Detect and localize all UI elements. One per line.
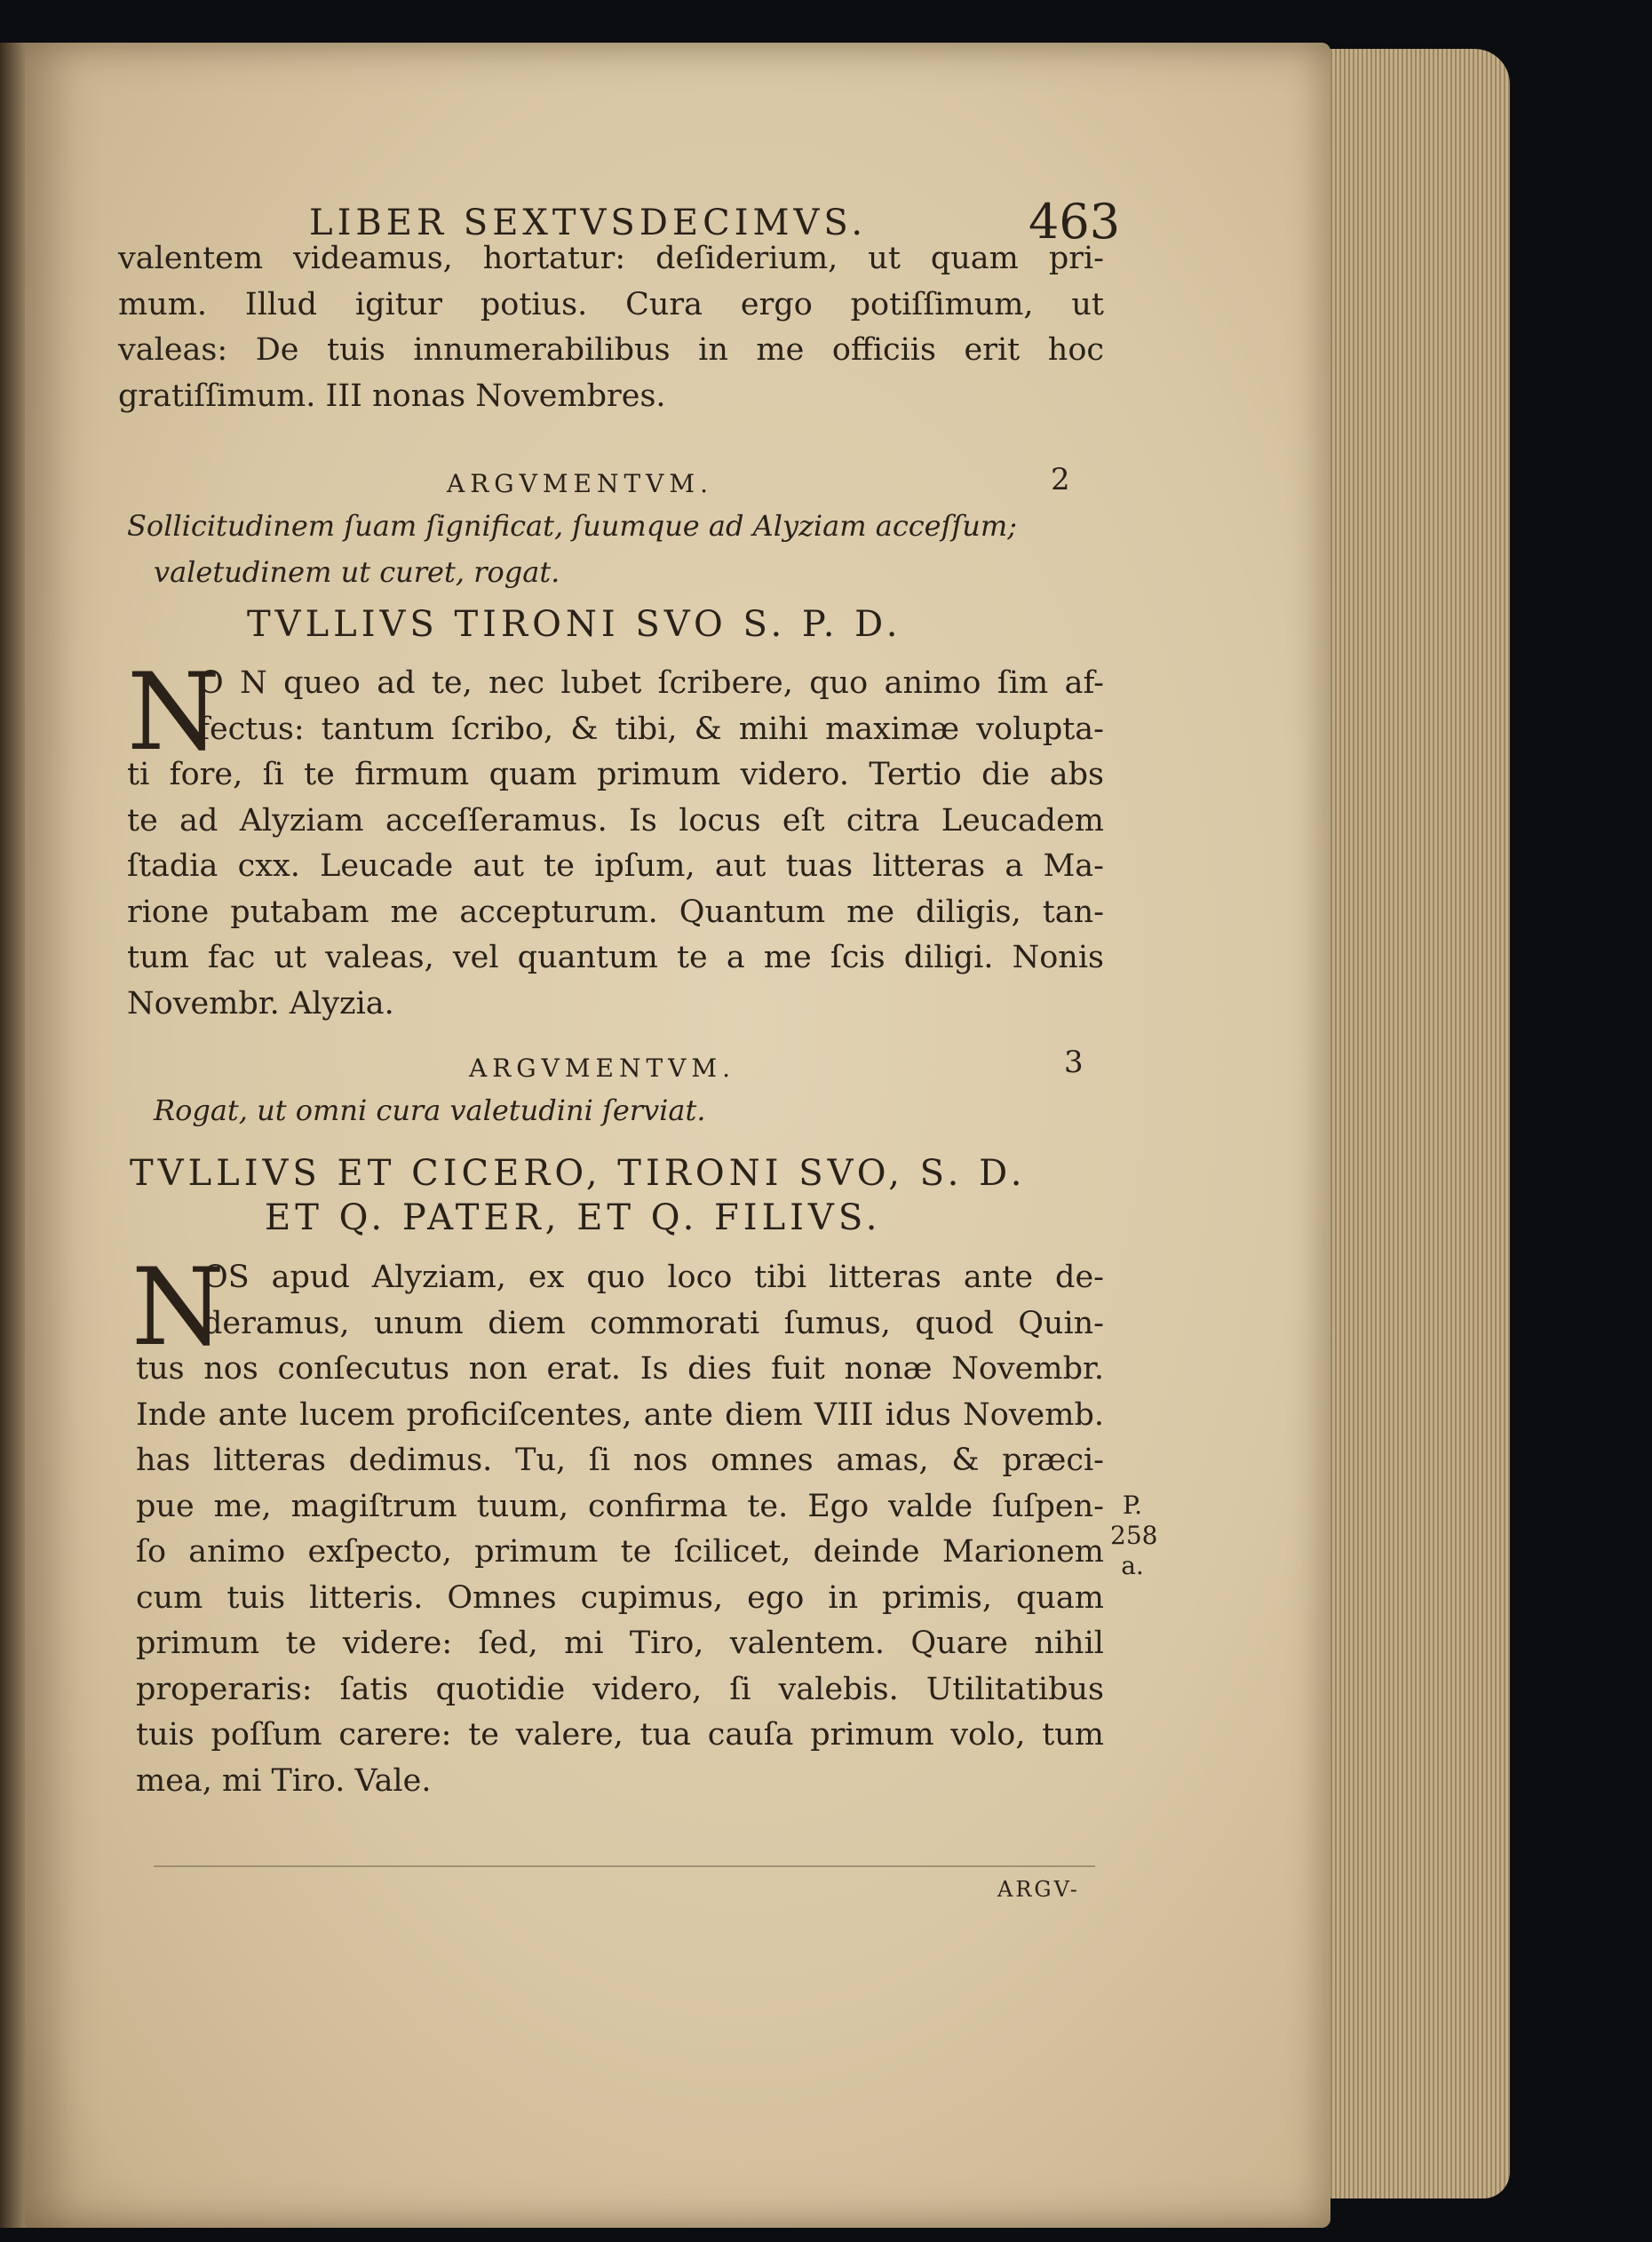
bottom-rule — [154, 1865, 1095, 1867]
letter1-text — [118, 236, 1104, 419]
text-line: deramus, unum diem commorati ſumus, quod Quin- — [203, 1305, 1104, 1341]
page-block-edge — [1306, 49, 1510, 2198]
margin-reference-line: 258 — [1110, 1521, 1158, 1550]
running-head: LIBER SEXTVSDECIMVS. — [309, 203, 868, 243]
text-line: pue me, magiſtrum tuum, confirma te. Ego valde ſuſpen- — [136, 1488, 1104, 1524]
text-line: tus nos conſecutus non erat. Is dies fuit nonæ Novembr. — [136, 1351, 1104, 1387]
letter3-text — [203, 1255, 1104, 1347]
text-line: ſtadia cxx. Leucade aut te ipſum, aut tuas litteras a Ma- — [127, 848, 1104, 884]
salutation-line-1: TVLLIVS ET CICERO, TIRONI SVO, S. D. — [130, 1153, 1027, 1194]
letter2-text-continued — [127, 752, 1104, 1027]
text-line: ti fore, ſi te firmum quam primum videro. Tertio die abs — [127, 757, 1104, 792]
text-line: has litteras dedimus. Tu, ſi nos omnes amas, & præci- — [136, 1443, 1104, 1478]
letter2-text — [198, 661, 1104, 752]
text-line: primum te videre: ſed, mi Tiro, valentem. Quare nihil — [136, 1626, 1104, 1661]
text-line: OS apud Alyziam, ex quo loco tibi litteras ante de- — [203, 1260, 1104, 1295]
margin-reference-line: P. — [1122, 1491, 1143, 1520]
argument-heading: ARGVMENTVM. — [447, 469, 713, 498]
letter-number: 2 — [1051, 462, 1070, 497]
text-line: tuis poſſum carere: te valere, tua cauſa primum volo, tum — [136, 1717, 1104, 1753]
drop-cap: N — [127, 651, 220, 775]
salutation: TVLLIVS TIRONI SVO S. P. D. — [247, 604, 902, 645]
text-line: ſo animo exſpecto, primum te ſcilicet, deinde Marionem — [136, 1534, 1104, 1570]
catchword: ARGV- — [997, 1877, 1080, 1902]
summary-line: valetudinem ut curet, rogat. — [154, 555, 560, 589]
letter-number: 3 — [1064, 1045, 1084, 1080]
summary-line: Sollicitudinem ſuam ſignificat, ſuumque ad Alyziam acceſſum; — [127, 509, 1018, 543]
text-line: fectus: tantum ſcribo, & tibi, & mihi maximæ volupta- — [198, 711, 1104, 747]
text-line: te ad Alyziam acceſſeramus. Is locus eſt citra Leucadem — [127, 802, 1104, 839]
book-page — [25, 43, 1330, 2228]
text-line: Novembr. Alyzia. — [127, 985, 394, 1022]
text-line: properaris: ſatis quotidie videro, ſi valebis. Utilitatibus — [136, 1671, 1104, 1707]
drop-cap: N — [131, 1246, 225, 1370]
text-line: mea, mi Tiro. Vale. — [136, 1762, 432, 1799]
page-number: 463 — [1029, 194, 1121, 250]
text-line: cum tuis litteris. Omnes cupimus, ego in primis, quam — [136, 1579, 1104, 1616]
argument-summary — [127, 503, 1017, 595]
argument-heading: ARGVMENTVM. — [469, 1053, 735, 1083]
salutation-line-2: ET Q. PATER, ET Q. FILIVS. — [265, 1197, 882, 1238]
text-line: mum. Illud igitur potius. Cura ergo potiſſimum, ut — [118, 286, 1104, 322]
text-line: valentem videamus, hortatur: deſiderium, ut quam pri- — [118, 241, 1104, 276]
margin-reference — [1110, 1491, 1158, 1581]
argument-summary — [154, 1087, 706, 1133]
text-line: rione putabam me accepturum. Quantum me diligis, tan- — [127, 894, 1104, 930]
margin-reference-line: a. — [1121, 1551, 1144, 1580]
letter3-text-continued — [136, 1347, 1104, 1804]
text-line: O N queo ad te, nec lubet ſcribere, quo animo ſim af- — [198, 665, 1104, 701]
text-line: tum fac ut valeas, vel quantum te a me ſcis diligi. Nonis — [127, 940, 1104, 975]
text-line: gratiſſimum. III nonas Novembres. — [118, 378, 666, 414]
text-line: Inde ante lucem proficiſcentes, ante diem VIII idus Novemb. — [136, 1396, 1104, 1433]
summary-line: Rogat, ut omni cura valetudini ſerviat. — [154, 1093, 706, 1127]
text-line: valeas: De tuis innumerabilibus in me officiis erit hoc — [118, 332, 1104, 368]
